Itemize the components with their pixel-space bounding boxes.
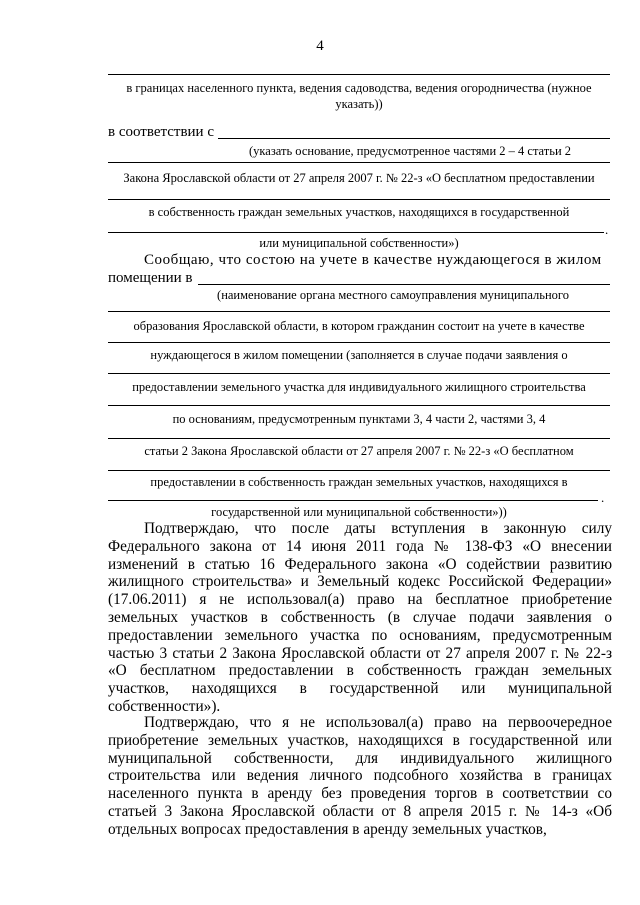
basis-fill-line[interactable]: [218, 138, 610, 139]
caption: или муниципальной собственности»): [259, 236, 459, 250]
confirmation-paragraph-1: Подтверждаю, что после даты вступления в законную силу Федерального закона от 14 июня 2011 года № 138-ФЗ «О внесении изменений в статью 16 Федерального закона «О содействии развитию жилищного строительства» и Земельный кодекс Российской Федерации» (17.06.2011) я не использовал(а) право на бесплатное приобретение земельных участков в собственность (в случае подачи заявления о предоставлении земельного участка по основаниям, предусмотренным частью 3 статьи 2 Закона Ярославской области от 27 апреля 2007 г. № 22-з «О бесплатном предоставлении в собственность граждан земельных участков, находящихся в государственной или муниципальной собственности»).: [108, 520, 612, 715]
caption: указать)): [335, 97, 383, 111]
caption: образования Ярославской области, в котором гражданин состоит на учете в качестве: [133, 319, 585, 333]
confirmation-paragraph-2: Подтверждаю, что я не использовал(а) право на первоочередное приобретение земельных участков, находящихся в государственной или муниципальной собственности, для индивидуального жилищного строительства или ведения личного подсобного хозяйства в границах населенного пункта в аренду без проведения торгов в соответствии со статьей 3 Закона Ярославской области от 8 апреля 2015 г. № 14-з «Об отдельных вопросах предоставления в аренду земельных участков,: [108, 714, 612, 838]
fill-line[interactable]: [108, 232, 604, 233]
caption: в границах населенного пункта, ведения садоводства, ведения огородничества (нужное: [126, 81, 592, 95]
caption: предоставлении в собственность граждан земельных участков, находящихся в: [150, 475, 568, 489]
fill-line[interactable]: [108, 311, 610, 312]
basis-label: в соответствии с: [108, 124, 214, 140]
fill-line[interactable]: [108, 373, 610, 374]
caption: по основаниям, предусмотренным пунктами 3, 4 части 2, частями 3, 4: [172, 412, 546, 426]
fill-line[interactable]: [108, 342, 610, 343]
fill-line[interactable]: [108, 199, 610, 200]
fill-line[interactable]: [108, 405, 610, 406]
fill-line[interactable]: [108, 500, 598, 501]
report-line1: Сообщаю, что состою на учете в качестве нуждающегося в жилом: [144, 252, 602, 268]
caption: Закона Ярославской области от 27 апреля 2007 г. № 22-з «О бесплатном предоставлении: [123, 171, 595, 185]
caption: нуждающегося в жилом помещении (заполняется в случае подачи заявления о: [150, 348, 568, 362]
fill-line[interactable]: [108, 74, 610, 75]
caption: (указать основание, предусмотренное частями 2 – 4 статьи 2: [248, 144, 572, 158]
caption: (наименование органа местного самоуправления муниципального: [217, 288, 569, 302]
report-line2: помещении в: [108, 270, 193, 286]
page-number: 4: [316, 38, 324, 54]
caption: государственной или муниципальной собственности»)): [211, 505, 507, 519]
caption: статьи 2 Закона Ярославской области от 27 апреля 2007 г. № 22-з «О бесплатном: [144, 444, 574, 458]
fill-line[interactable]: [108, 162, 610, 163]
caption: в собственность граждан земельных участков, находящихся в государственной: [148, 205, 570, 219]
fill-line[interactable]: [108, 438, 610, 439]
authority-fill-line[interactable]: [198, 284, 610, 285]
fill-line[interactable]: [108, 470, 610, 471]
caption: предоставлении земельного участка для индивидуального жилищного строительства: [132, 380, 586, 394]
